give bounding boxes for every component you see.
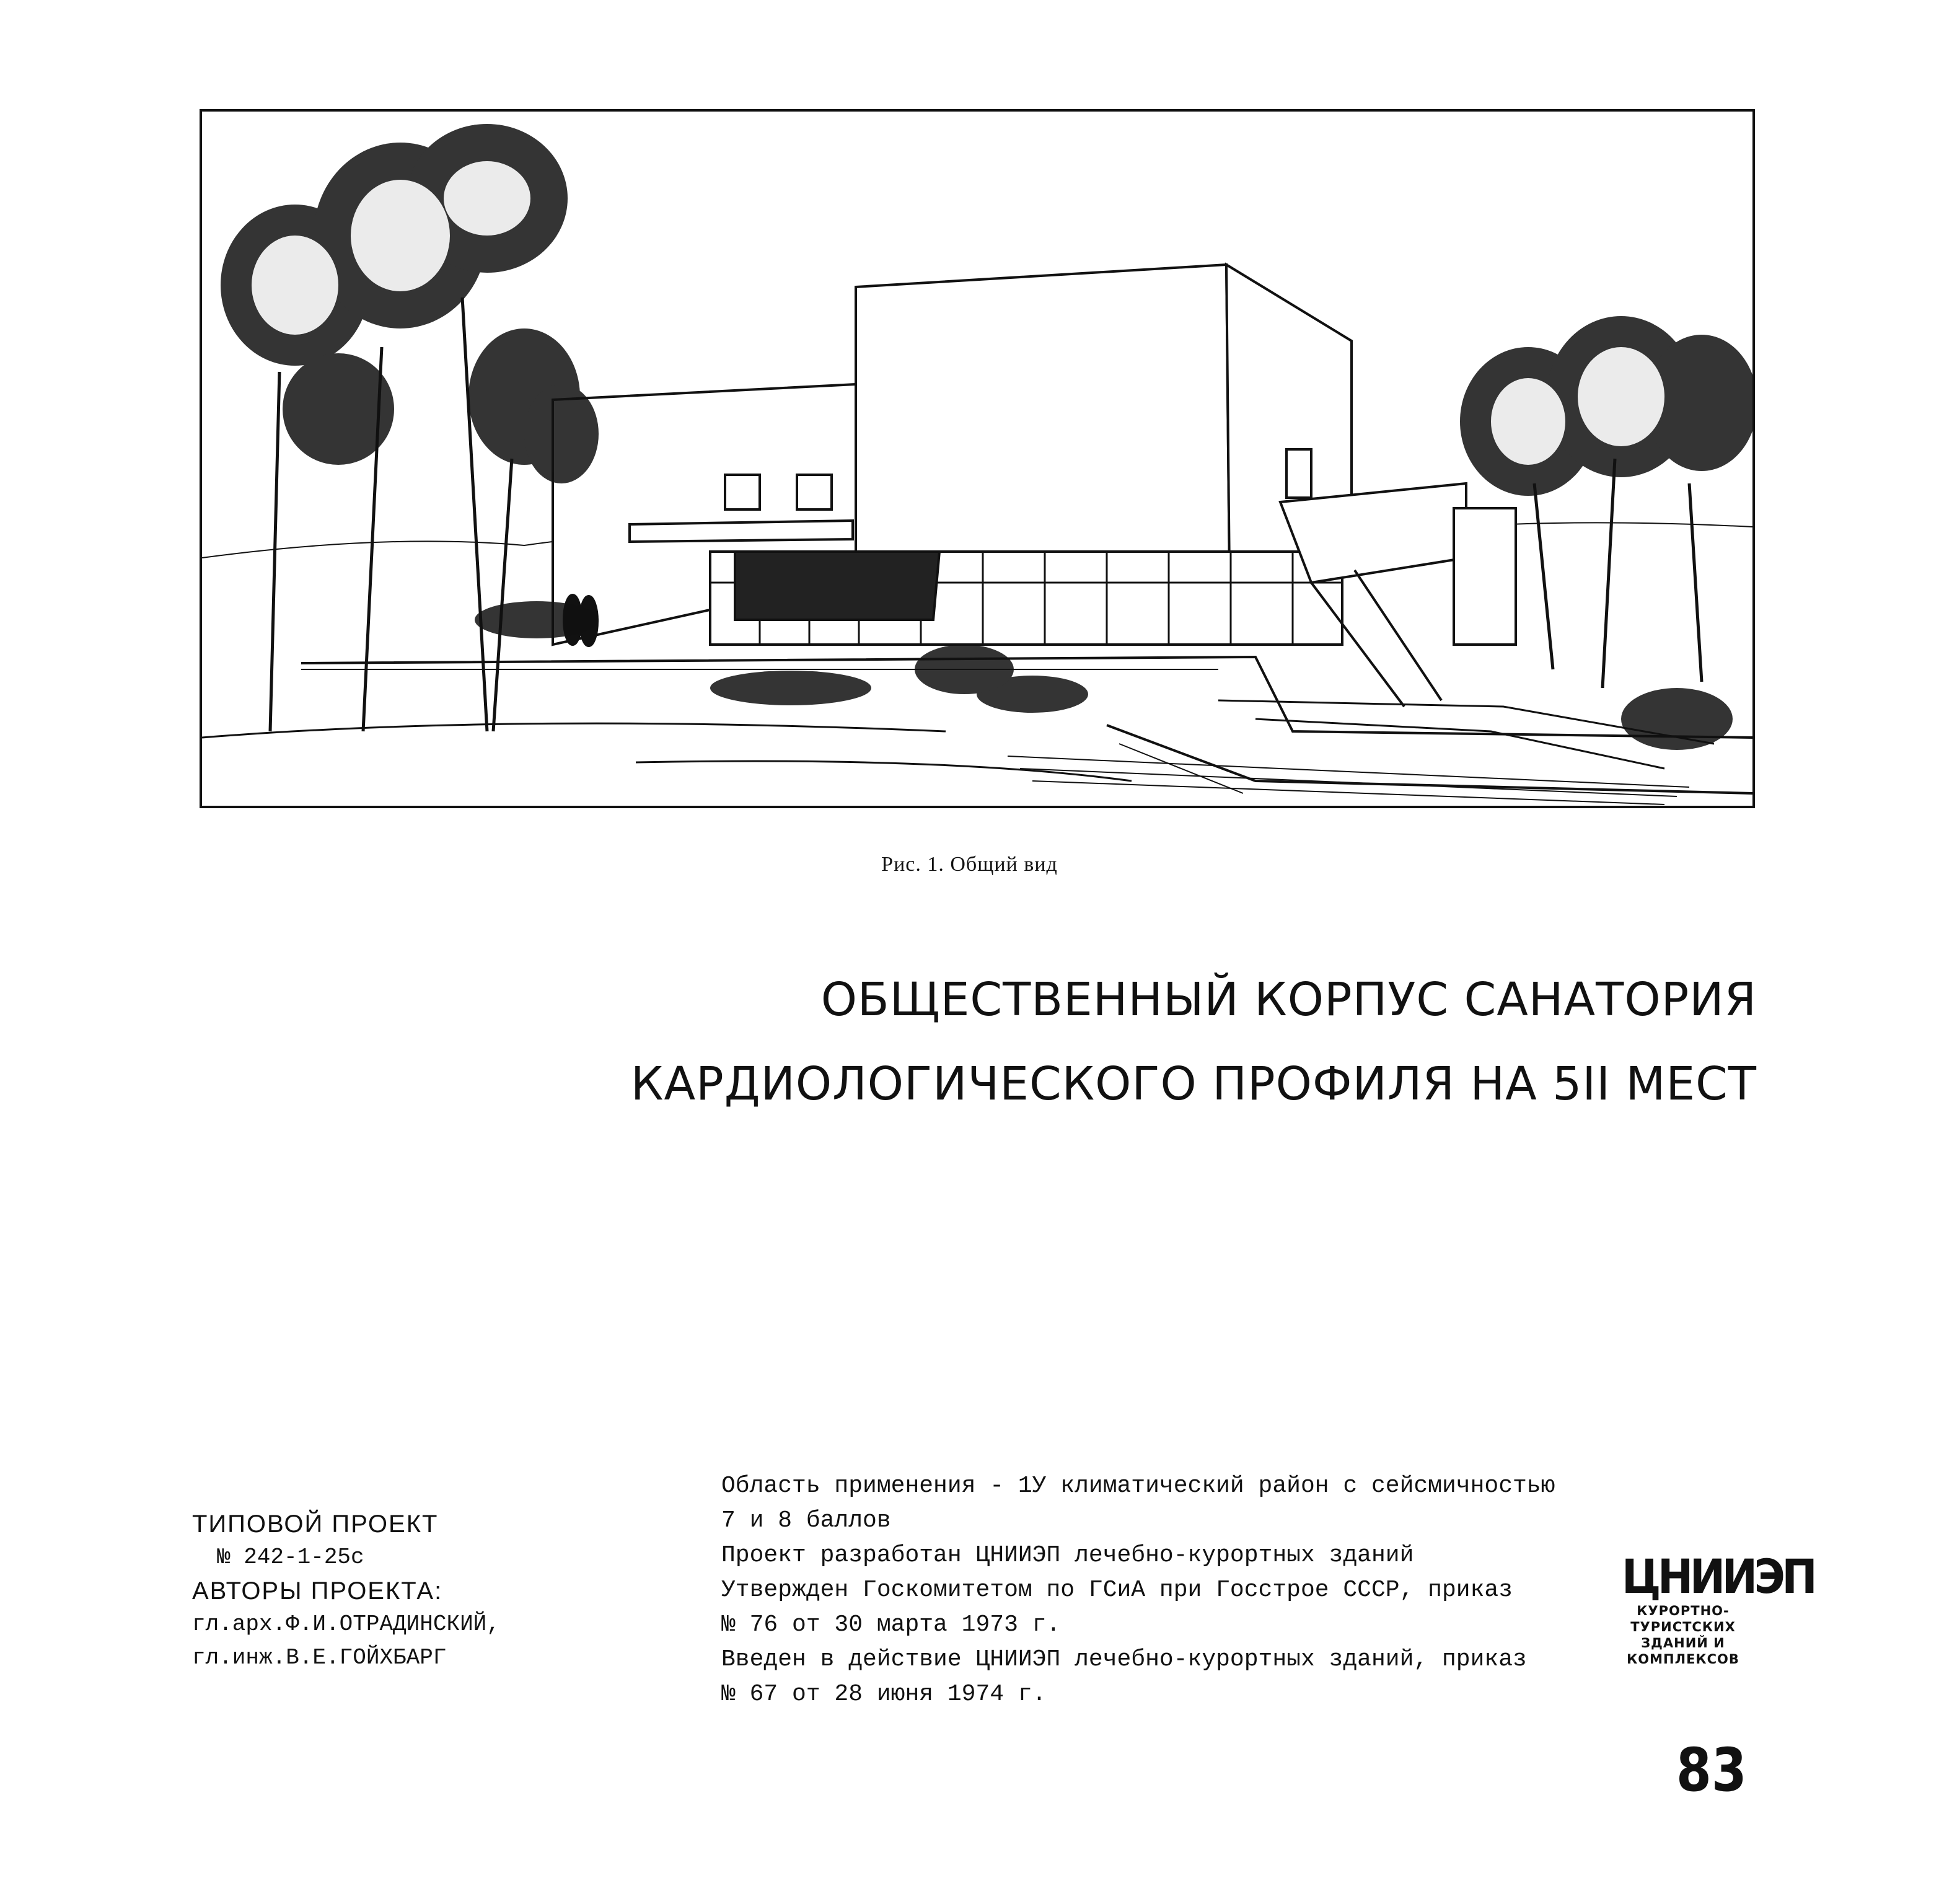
author-engineer: гл.инж.В.Е.ГОЙХБАРГ: [192, 1645, 447, 1670]
authors-label: АВТОРЫ ПРОЕКТА:: [192, 1577, 443, 1605]
info-line: Утвержден Госкомитетом по ГСиА при Госстрое СССР, приказ: [721, 1577, 1513, 1603]
project-type-label: ТИПОВОЙ ПРОЕКТ: [192, 1510, 439, 1538]
building-sketch: [202, 112, 1752, 806]
project-info: [192, 1507, 500, 1675]
project-number: № 242-1-25с: [217, 1545, 364, 1570]
page-title-line-1: ОБЩЕСТВЕННЫЙ КОРПУС САНАТОРИЯ: [820, 973, 1757, 1026]
figure-caption: Рис. 1. Общий вид: [881, 853, 1058, 876]
building-illustration: [200, 109, 1755, 808]
info-line: Область применения - 1У климатический район с сейсмичностью: [721, 1473, 1555, 1499]
logo-sub-line: ТУРИСТСКИХ: [1630, 1620, 1736, 1634]
logo-subtitle: [1615, 1603, 1751, 1667]
page-number: 83: [1676, 1735, 1747, 1805]
info-line: № 76 от 30 марта 1973 г.: [721, 1611, 1061, 1638]
logo-main-text: ЦНИИЭП: [1622, 1549, 1814, 1604]
author-architect: гл.арх.Ф.И.ОТРАДИНСКИЙ,: [192, 1611, 500, 1637]
logo-sub-line: КУРОРТНО-: [1637, 1603, 1730, 1618]
institute-logo: [1615, 1549, 1814, 1667]
project-details: [721, 1469, 1555, 1712]
logo-sub-line: ЗДАНИЙ И: [1641, 1636, 1725, 1651]
info-line: Введен в действие ЦНИИЭП лечебно-курортных зданий, приказ: [721, 1646, 1527, 1673]
info-line: 7 и 8 баллов: [721, 1507, 891, 1534]
page-title-line-2: КАРДИОЛОГИЧЕСКОГО ПРОФИЛЯ НА 5II МЕСТ: [630, 1057, 1757, 1111]
logo-sub-line: КОМПЛЕКСОВ: [1627, 1652, 1739, 1667]
info-line: № 67 от 28 июня 1974 г.: [721, 1681, 1047, 1708]
info-line: Проект разработан ЦНИИЭП лечебно-курортных зданий: [721, 1542, 1414, 1569]
